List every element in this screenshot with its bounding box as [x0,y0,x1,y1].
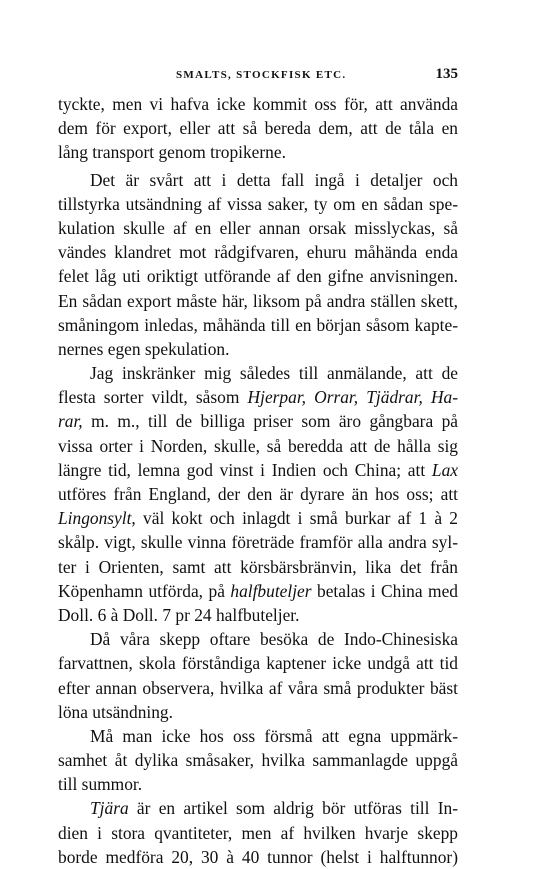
italic-term: rar, [58,411,83,432]
text-line: dem för export, eller att så bereda dem, att de tåla en [58,118,458,139]
text-line: lång transport genom tropikerne. [58,142,286,163]
text-line: ter i Orienten, samt att körsbärsbränvin, lika det från [58,556,458,577]
text-line: till summor. [58,774,143,795]
text-line: dien i stora qvantiteter, men af hvilken hvarje skepp [58,822,458,843]
text-line: småningom inledas, måhända till en början såsom kapte- [58,314,458,335]
text-line: samhet åt dylika småsaker, hvilka sammanlagde uppgå [58,750,458,771]
text-line: Jag inskränker mig således till anmälande, att de [90,363,458,384]
running-head: SMALTS, STOCKFISK ETC. [176,69,347,81]
text-line: längre tid, lemna god vinst i Indien och China; att Lax [58,459,458,480]
page-number: 135 [435,66,458,82]
text-line: felet låg uti oriktigt utförande af den gifne anvisningen. [58,266,458,287]
text-line: vissa orter i Norden, skulle, så beredda att de hålla sig [58,435,458,456]
text-line: löna utsändning. [58,701,173,722]
italic-term: Hjerpar, Orrar, Tjädrar, Ha- [247,387,458,408]
text-line: borde medföra 20, 30 à 40 tunnor (helst i halftunnor) [58,846,458,867]
text-line: skålp. vigt, skulle vinna företräde framför alla andra syl- [58,532,458,553]
text-line: En sådan export måste här, liksom på andra ställen skett, [58,290,458,311]
text-line: Må man icke hos oss försmå att egna uppmärk- [90,725,458,746]
italic-term: Tjära [90,798,129,819]
body-text [58,92,458,869]
text-line: utföres från England, der den är dyrare än hos oss; att [58,484,458,504]
text-line: farvattnen, skola förståndiga kaptener icke undgå att tid [58,653,458,674]
italic-term: Lax [431,459,458,480]
italic-term: halfbuteljer [230,580,312,601]
text-line: Då våra skepp oftare besöka de Indo-Chinesiska [90,629,458,650]
page-header [58,66,458,88]
text-line: Lingonsylt, väl kokt och inlagdt i små burkar af 1 à 2 [58,508,458,529]
text-line: kulation skulle af en eller annan orsak misslyckas, så [58,217,458,238]
text-line: Det är svårt att i detta fall ingå i detaljer och [90,169,458,190]
text-line: tyckte, men vi hafva icke kommit oss för, att använda [58,94,458,114]
text-line: Tjära är en artikel som aldrig bör utföras till In- [90,798,458,819]
text-line: flesta sorter vildt, såsom Hjerpar, Orrar, Tjädrar, Ha- [58,387,458,408]
text-line: rar, m. m., till de billiga priser som äro gångbara på [58,411,458,432]
italic-term: Lingonsylt, [58,508,136,529]
text-line: Doll. 6 à Doll. 7 pr 24 halfbuteljer. [58,604,300,625]
text-line: nernes egen spekulation. [58,338,230,359]
text-line: vändes klandret mot rådgifvaren, ehuru måhända enda [58,242,458,263]
text-line: Köpenhamn utförda, på halfbuteljer betalas i China med [58,580,458,601]
text-line: tillstyrka utsändning af vissa saker, ty om en sådan spe- [58,193,458,214]
text-line: efter annan observera, hvilka af våra små produkter bäst [58,677,458,698]
